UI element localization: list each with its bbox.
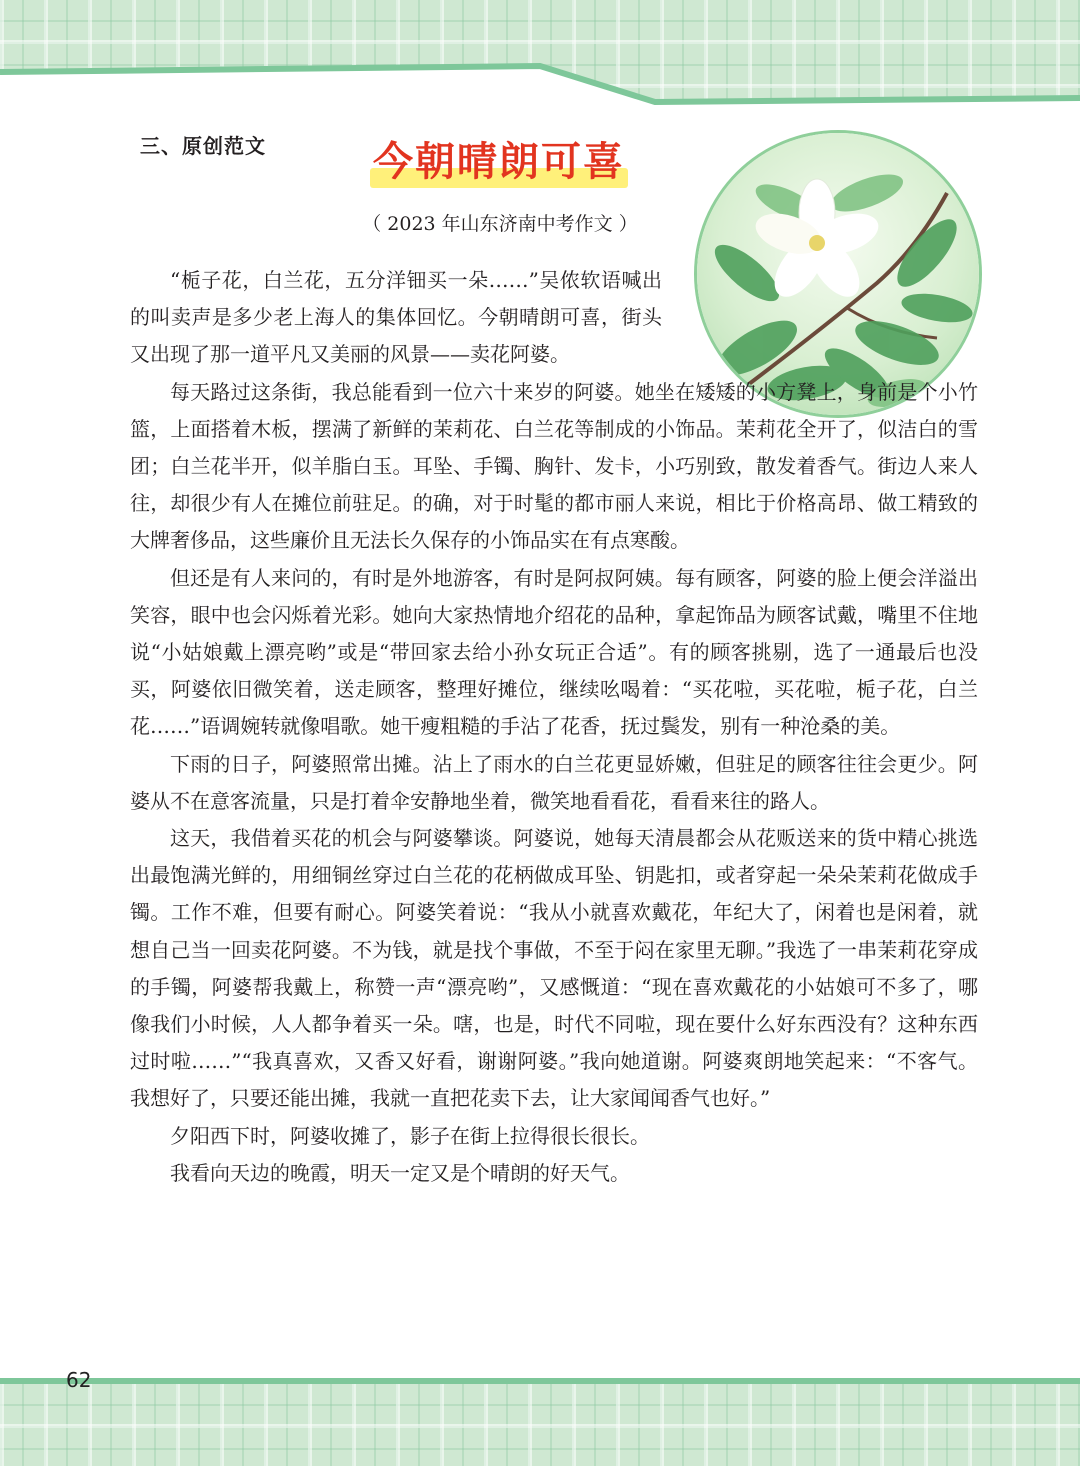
bottom-decorative-band <box>0 1384 1080 1466</box>
essay-paragraph: 夕阳西下时，阿婆收摊了，影子在街上拉得很长很长。 <box>170 1123 650 1148</box>
page-number: 62 <box>66 1368 92 1392</box>
essay-paragraph: 但还是有人来问的，有时是外地游客，有时是阿叔阿姨。每有顾客，阿婆的脸上便会洋溢出笑容，眼中也会闪烁着光彩。她向大家热情地介绍花的品种，拿起饰品为顾客试戴，嘴里不住地说“小姑娘戴上漂亮哟”或是“带回家去给小孙女玩正合适”。有的顾客挑剔，选了一通最后也没买，阿婆依旧微笑着，送走顾客，整理好摊位，继续吆喝着：“买花啦，买花啦，栀子花，白兰花……”语调婉转就像唱歌。她干瘦粗糙的手沾了花香，抚过鬓发，别有一种沧桑的美。 <box>130 565 978 739</box>
essay-body <box>130 262 978 1192</box>
essay-title-block <box>368 134 630 194</box>
essay-subtitle: （ 2023 年山东济南中考作文 ） <box>362 213 638 235</box>
essay-paragraph: 我看向天边的晚霞，明天一定又是个晴朗的好天气。 <box>170 1160 630 1185</box>
essay-paragraph: 每天路过这条街，我总能看到一位六十来岁的阿婆。她坐在矮矮的小方凳上，身前是个小竹篮，上面搭着木板，摆满了新鲜的茉莉花、白兰花等制成的小饰品。茉莉花全开了，似洁白的雪团；白兰花半开，似羊脂白玉。耳坠、手镯、胸针、发卡，小巧别致，散发着香气。街边人来人往，却很少有人在摊位前驻足。的确，对于时髦的都市丽人来说，相比于价格高昂、做工精致的大牌奢侈品，这些廉价且无法长久保存的小饰品实在有点寒酸。 <box>130 379 978 553</box>
essay-paragraph: “栀子花，白兰花，五分洋钿买一朵……”吴侬软语喊出的叫卖声是多少老上海人的集体回忆。今朝晴朗可喜，街头又出现了那一道平凡又美丽的风景——卖花阿婆。 <box>130 268 662 367</box>
section-label: 三、原创范文 <box>140 134 266 158</box>
header-page-corner <box>0 0 1080 112</box>
essay-paragraph: 这天，我借着买花的机会与阿婆攀谈。阿婆说，她每天清晨都会从花贩送来的货中精心挑选出最饱满光鲜的，用细铜丝穿过白兰花的花柄做成耳坠、钥匙扣，或者穿起一朵朵茉莉花做成手镯。工作不难，但要有耐心。阿婆笑着说：“我从小就喜欢戴花，年纪大了，闲着也是闲着，就想自己当一回卖花阿婆。不为钱，就是找个事做，不至于闷在家里无聊。”我选了一串茉莉花穿成的手镯，阿婆帮我戴上，称赞一声“漂亮哟”，又感慨道：“现在喜欢戴花的小姑娘可不多了，哪像我们小时候，人人都争着买一朵。嗐，也是，时代不同啦，现在要什么好东西没有？这种东西过时啦……”“我真喜欢，又香又好看，谢谢阿婆。”我向她道谢。阿婆爽朗地笑起来：“不客气。我想好了，只要还能出摊，我就一直把花卖下去，让大家闻闻香气也好。” <box>130 826 978 1111</box>
essay-title: 今朝晴朗可喜 <box>373 139 625 185</box>
essay-paragraph: 下雨的日子，阿婆照常出摊。沾上了雨水的白兰花更显娇嫩，但驻足的顾客往往会更少。阿婆从不在意客流量，只是打着伞安静地坐着，微笑地看看花，看看来往的路人。 <box>130 751 978 813</box>
